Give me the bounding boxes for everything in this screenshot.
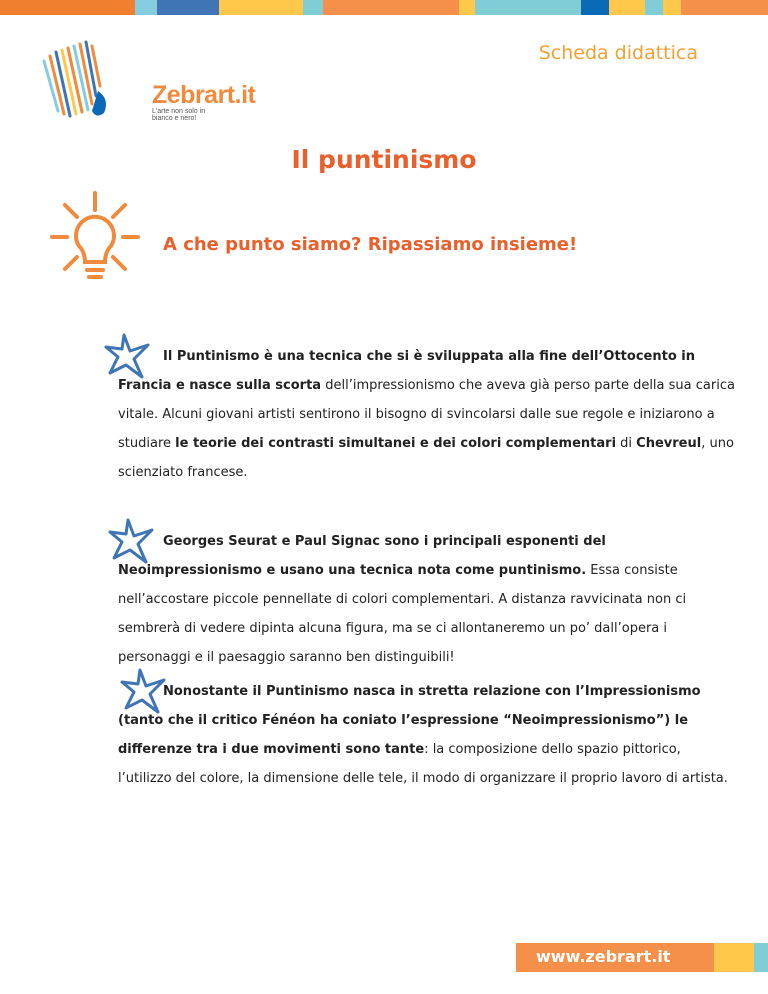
paragraph-2: [118, 527, 738, 672]
paragraph-text: Essa consiste nell’accostare piccole pennellate di colori complementari. A distanza ravvicinata non ci sembrerà di vedere dipinta alcuna figura, ma se ci allontaneremo un po’ dall’opera i personaggi e il paesaggio saranno ben distinguibili!: [118, 563, 687, 665]
paragraph-text: Georges Seurat e Paul Signac sono i principali esponenti del Neoimpressionismo e usano una tecnica nota come puntinismo.: [118, 534, 606, 578]
stripe-segment: [459, 0, 475, 15]
footer-bar-teal: [754, 943, 768, 972]
footer-bar-yellow: [714, 943, 754, 972]
page-title: Il puntinismo: [291, 145, 477, 174]
paragraph-1: [118, 342, 738, 487]
zebrart-logo: [36, 36, 256, 126]
stripe-segment: [219, 0, 303, 15]
stripe-segment: [475, 0, 581, 15]
stripe-segment: [157, 0, 219, 15]
paragraph-text: Il Puntinismo è una tecnica che si è sviluppata alla fine dell’Ottocento in Francia e nasce sulla scorta: [118, 349, 695, 393]
document-type: Scheda didattica: [538, 42, 698, 64]
color-stripe-top: [0, 0, 768, 15]
stripe-segment: [663, 0, 681, 15]
paragraph-text: Nonostante il Puntinismo nasca in stretta relazione con l’Impressionismo (tanto che il critico Fénéon ha coniato l’espressione “Neoimpressionismo”) le differenze tra i due movimenti sono tante: [118, 684, 701, 757]
stripe-segment: [135, 0, 157, 15]
stripe-segment: [581, 0, 609, 15]
stripe-segment: [609, 0, 645, 15]
footer-url-link[interactable]: www.zebrart.it: [536, 947, 671, 966]
lightbulb-icon: [50, 190, 140, 285]
paragraph-text: di: [616, 436, 637, 451]
paragraph-3: [118, 677, 738, 793]
paragraph-text: : la composizione dello spazio pittorico, l’utilizzo del colore, la dimensione delle tele, il modo di organizzare il proprio lavoro di artista.: [118, 742, 728, 786]
stripe-segment: [681, 0, 768, 15]
paragraph-text: dell’impressionismo che aveva già perso parte della sua carica vitale. Alcuni giovani artisti sentirono il bisogno di svincolarsi dalle sue regole e iniziarono a studiare: [118, 378, 735, 451]
paragraph-text: , uno scienziato francese.: [118, 436, 734, 480]
zebra-logo-icon: [36, 36, 116, 126]
paragraph-text: Chevreul: [636, 436, 702, 451]
stripe-segment: [323, 0, 459, 15]
brand-tagline: L'arte non solo in bianco e nero!: [152, 108, 206, 122]
stripe-segment: [303, 0, 323, 15]
paragraph-text: le teorie dei contrasti simultanei e dei colori complementari: [175, 436, 617, 451]
brand-name: Zebrart.it: [152, 81, 256, 109]
stripe-segment: [0, 0, 135, 15]
section-subtitle: A che punto siamo? Ripassiamo insieme!: [163, 234, 578, 255]
stripe-segment: [645, 0, 663, 15]
